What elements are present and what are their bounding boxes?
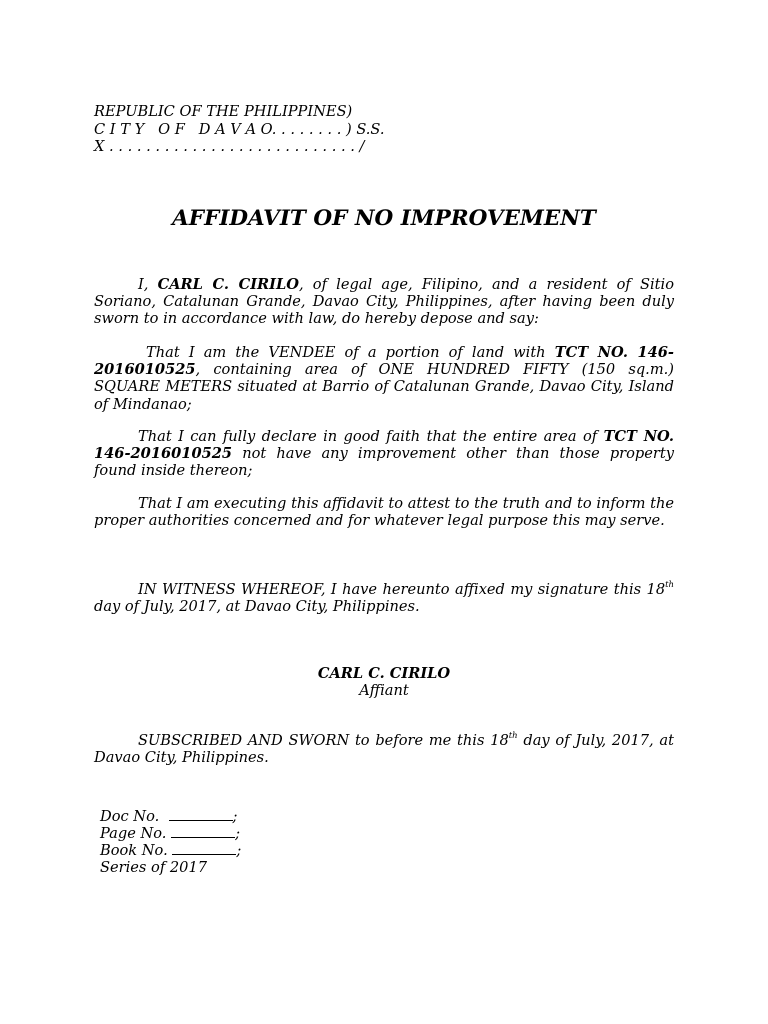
subscribed-paragraph <box>94 732 674 766</box>
para2-post: not have any improvement other than those property found inside thereon; <box>94 445 674 480</box>
intro-pre: I, <box>138 276 158 293</box>
para1-pre: That I am the VENDEE of a portion of land with <box>146 344 555 361</box>
header-city: C I T Y O F D A V A O. . . . . . . . ) S.S. <box>94 121 385 138</box>
subscribed-pre: SUBSCRIBED AND SWORN to before me this 18 <box>138 732 509 749</box>
good-faith-paragraph <box>94 428 674 480</box>
page-no-blank <box>171 826 235 838</box>
page-no-row <box>100 825 240 842</box>
witness-pre: IN WITNESS WHEREOF, I have hereunto affixed my signature this <box>138 581 647 598</box>
series-row: Series of 2017 <box>100 859 208 876</box>
para2-tct: TCT NO. 146-2016010525 <box>94 428 674 463</box>
witness-paragraph <box>94 581 674 615</box>
page-no-end: ; <box>235 825 240 842</box>
doc-no-blank <box>169 809 233 821</box>
intro-paragraph <box>94 276 674 328</box>
doc-no-end: ; <box>232 808 238 825</box>
witness-post: day of July, 2017, at Davao City, Philippines. <box>94 598 420 616</box>
intro-post: , of legal age, Filipino, and a resident of Sitio Soriano, Catalunan Grande, Davao City, Philippines, after having been duly sworn to in accordance with law, do hereby depose and say: <box>94 276 674 328</box>
subscribed-post: day of July, 2017, at Davao City, Philippines. <box>94 732 674 767</box>
signature-role: Affiant <box>359 682 409 699</box>
document-title: AFFIDAVIT OF NO IMPROVEMENT <box>172 206 596 231</box>
affiant-name: CARL C. CIRILO <box>157 276 299 293</box>
para1-post: , containing area of ONE HUNDRED FIFTY (150 sq.m.) SQUARE METERS situated at Barrio of Catalunan Grande, Davao City, Island of Mindanao; <box>94 361 674 413</box>
book-no-end: ; <box>236 842 242 859</box>
para2-pre: That I can fully declare in good faith that the entire area of <box>138 428 604 445</box>
subscribed-day-suffix: th <box>508 731 518 742</box>
doc-no-label: Doc No. <box>100 808 169 825</box>
vendee-paragraph <box>94 344 674 413</box>
signature-name: CARL C. CIRILO <box>317 665 451 682</box>
page-no-label: Page No. <box>100 825 172 842</box>
book-no-blank <box>172 843 236 855</box>
purpose-paragraph: That I am executing this affidavit to attest to the truth and to inform the proper authorities concerned and for whatever legal purpose this may serve. <box>94 495 674 530</box>
book-no-row <box>100 842 241 859</box>
header-separator: X . . . . . . . . . . . . . . . . . . . . . . . . . . . / <box>94 138 365 155</box>
header-republic: REPUBLIC OF THE PHILIPPINES) <box>94 103 353 120</box>
doc-no-row <box>100 808 237 825</box>
witness-day-suffix: th <box>665 580 674 591</box>
book-no-label: Book No. <box>100 842 173 859</box>
witness-day: 18 <box>646 581 666 598</box>
para1-tct: TCT NO. 146-2016010525 <box>94 344 674 379</box>
